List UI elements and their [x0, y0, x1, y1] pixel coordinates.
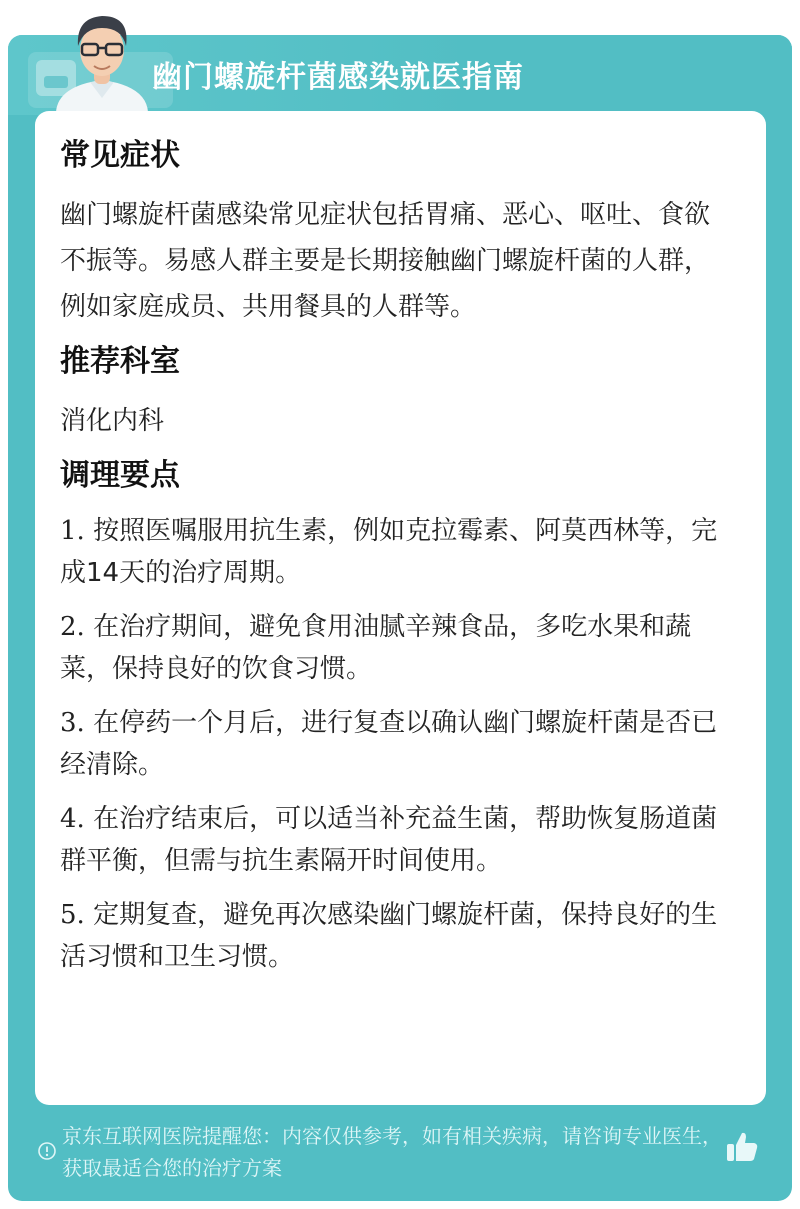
footer-disclaimer: 京东互联网医院提醒您：内容仅供参考，如有相关疾病，请咨询专业医生，获取最适合您的治疗方案 — [62, 1124, 722, 1180]
care-item-number: 2. — [60, 612, 85, 642]
content-body — [60, 134, 730, 990]
department-text: 消化内科 — [60, 406, 165, 436]
section-heading-symptoms: 常见症状 — [60, 138, 180, 173]
page-title: 幽门螺旋杆菌感染就医指南 — [152, 60, 524, 95]
care-item-text: 按照医嘱服用抗生素，例如克拉霉素、阿莫西林等，完成14天的治疗周期。 — [60, 516, 718, 588]
care-item-text: 在停药一个月后，进行复查以确认幽门螺旋杆菌是否已经清除。 — [60, 708, 718, 780]
care-item-number: 1. — [60, 516, 85, 546]
thumbs-up-icon[interactable] — [725, 1130, 759, 1164]
care-item-text: 在治疗结束后，可以适当补充益生菌，帮助恢复肠道菌群平衡，但需与抗生素隔开时间使用。 — [60, 804, 718, 876]
care-item-number: 4. — [60, 804, 85, 834]
care-item-number: 5. — [60, 900, 85, 930]
care-item-5 — [60, 894, 730, 978]
care-item-4 — [60, 798, 730, 882]
care-item-number: 3. — [60, 708, 85, 738]
section-heading-care: 调理要点 — [60, 458, 180, 493]
care-item-text: 定期复查，避免再次感染幽门螺旋杆菌，保持良好的生活习惯和卫生习惯。 — [60, 900, 718, 972]
info-icon — [37, 1141, 57, 1161]
care-item-2 — [60, 606, 730, 690]
symptoms-text: 幽门螺旋杆菌感染常见症状包括胃痛、恶心、呕吐、食欲不振等。易感人群主要是长期接触幽门螺旋杆菌的人群，例如家庭成员、共用餐具的人群等。 — [60, 200, 711, 322]
care-item-text: 在治疗期间，避免食用油腻辛辣食品，多吃水果和蔬菜，保持良好的饮食习惯。 — [60, 612, 692, 684]
doctor-avatar-icon — [48, 6, 156, 112]
care-item-1 — [60, 510, 730, 594]
section-heading-department: 推荐科室 — [60, 344, 180, 379]
care-item-3 — [60, 702, 730, 786]
